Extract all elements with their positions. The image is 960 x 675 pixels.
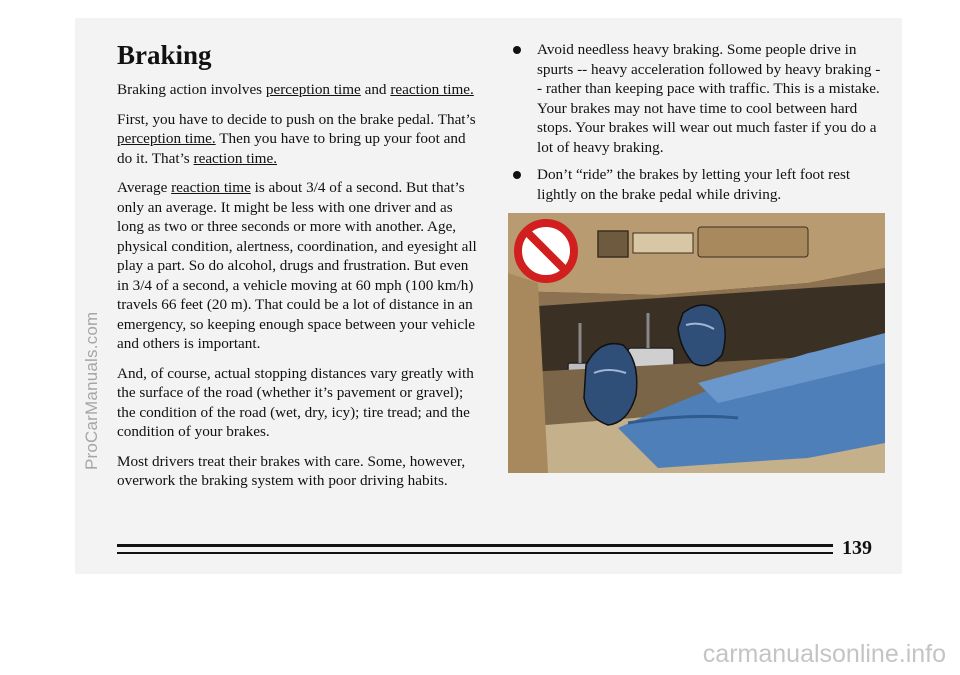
section-heading: Braking (117, 40, 212, 70)
paragraph-driving-habits: Most drivers treat their brakes with care. Some, however, overwork the braking system with poor driving habits. (117, 452, 466, 489)
riding-brakes-illustration (508, 213, 885, 473)
term-reaction-time: reaction time. (193, 149, 278, 167)
right-column (510, 40, 882, 212)
page-number: 139 (842, 537, 872, 559)
paragraph-average-reaction (117, 178, 477, 354)
paragraph-definitions (117, 110, 477, 169)
bullet-dot-icon (513, 46, 521, 54)
p1-text-middle: and (360, 81, 391, 98)
no-symbol-icon (518, 223, 574, 279)
bottom-watermark: carmanualsonline.info (702, 640, 946, 668)
bullet-dot-icon (513, 171, 521, 179)
bullet-item (510, 40, 882, 157)
p1-text-before: Braking action involves (117, 81, 266, 98)
term-reaction-time: reaction time. (390, 81, 474, 98)
paragraph-stopping-distances: And, of course, actual stopping distances vary greatly with the surface of the road (whether it’s pavement or gravel); the condition of the road (wet, dry, icy); tire tread; and the condition of your brakes. (117, 364, 474, 440)
footer-rule (117, 552, 833, 554)
bullet-item (510, 165, 882, 204)
term-perception-time: perception time. (117, 130, 216, 147)
side-watermark: ProCarManuals.com (82, 311, 101, 470)
term-reaction-time: reaction time (171, 179, 251, 196)
p2-text-middle: Then you have to bring up your foot and do it. That’s (117, 130, 466, 167)
footer-rule (117, 544, 833, 547)
left-column (117, 40, 477, 501)
p3-text-after: is about 3/4 of a second. But that’s only an average. It might be less with one driver and as long as two or three seconds or more with another. Age, physical condition, alertness, coordination, and eyesight all play a part. So do alcohol, drugs and frustration. But even in 3/4 of a second, a vehicle moving at 60 mph (100 km/h) travels 66 feet (20 m). That could be a lot of distance in an emergency, so keeping enough space between your vehicle and others is important. (117, 179, 477, 352)
bullet-text: Avoid needless heavy braking. Some people drive in spurts -- heavy acceleration followed by heavy braking -- rather than keeping pace with traffic. This is a mistake. Your brakes may not have time to cool between hard stops. Your brakes will wear out much faster if you do a lot of heavy braking. (537, 41, 881, 156)
paragraph-intro (117, 80, 477, 100)
term-perception-time: perception time (265, 81, 361, 98)
p2-text-before: First, you have to decide to push on the brake pedal. That’s (117, 110, 476, 128)
p3-text-before: Average (117, 179, 172, 196)
bullet-text: Don’t “ride” the brakes by letting your left foot rest lightly on the brake pedal while driving. (537, 166, 851, 203)
